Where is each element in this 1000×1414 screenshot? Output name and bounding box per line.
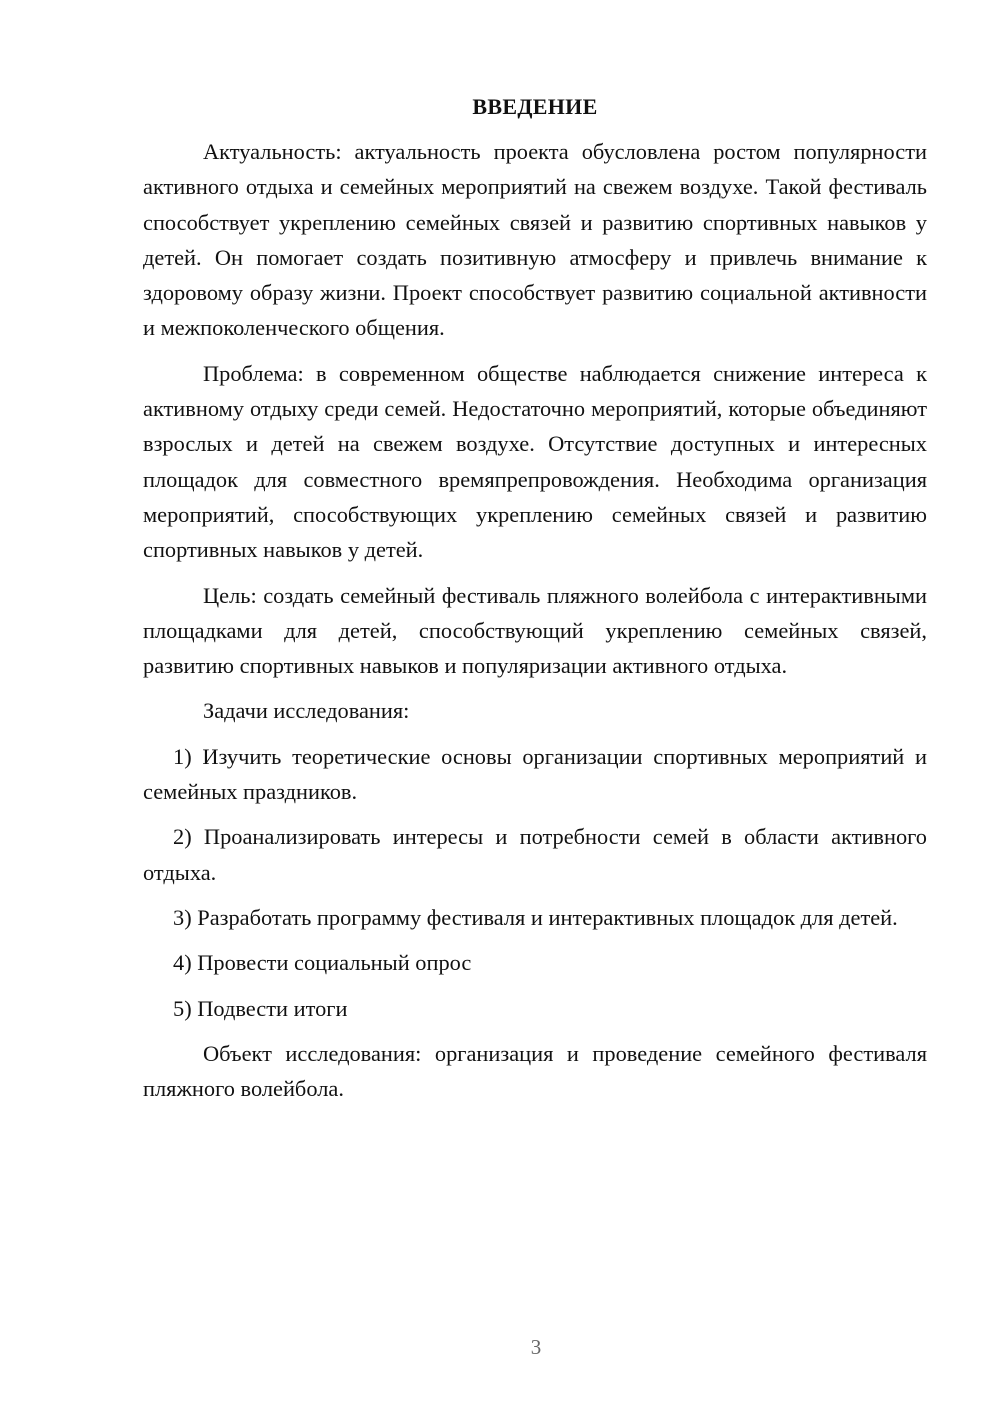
task-item-5: 5) Подвести итоги (173, 995, 348, 1021)
task-item-2: 2) Проанализировать интересы и потребности семей в области активного отдыха. (143, 824, 927, 885)
problem-paragraph: Проблема: в современном обществе наблюдается снижение интереса к активному отдыху среди семей. Недостаточно мероприятий, которые объединяют взрослых и детей на свежем воздухе. Отсутствие доступных и интересных площадок для совместного времяпрепровождения. Необходима организация мероприятий, способствующих укреплению семейных связей и развитию спортивных навыков у детей. (143, 360, 927, 563)
task-item-1: 1) Изучить теоретические основы организации спортивных мероприятий и семейных праздников. (143, 743, 927, 805)
goal-paragraph: Цель: создать семейный фестиваль пляжного волейбола с интерактивными площадками для детей, способствующий укреплению семейных связей, развитию спортивных навыков и популяризации активного отдыха. (143, 582, 927, 679)
object-paragraph: Объект исследования: организация и проведение семейного фестиваля пляжного волейбола. (143, 1040, 927, 1102)
section-title: ВВЕДЕНИЕ (472, 94, 598, 119)
page-content (143, 92, 927, 1116)
relevance-paragraph: Актуальность: актуальность проекта обусловлена ростом популярности активного отдыха и семейных мероприятий на свежем воздухе. Такой фестиваль способствует укреплению семейных связей и развитию спортивных навыков у детей. Он помогает создать позитивную атмосферу и привлечь внимание к здоровому образу жизни. Проект способствует развитию социальной активности и межпоколенческого общения. (143, 139, 927, 341)
tasks-heading: Задачи исследования: (203, 698, 410, 724)
task-item-3: 3) Разработать программу фестиваля и интерактивных площадок для детей. (173, 904, 898, 930)
task-item-4: 4) Провести социальный опрос (173, 950, 472, 976)
page-number: 3 (530, 1335, 542, 1359)
